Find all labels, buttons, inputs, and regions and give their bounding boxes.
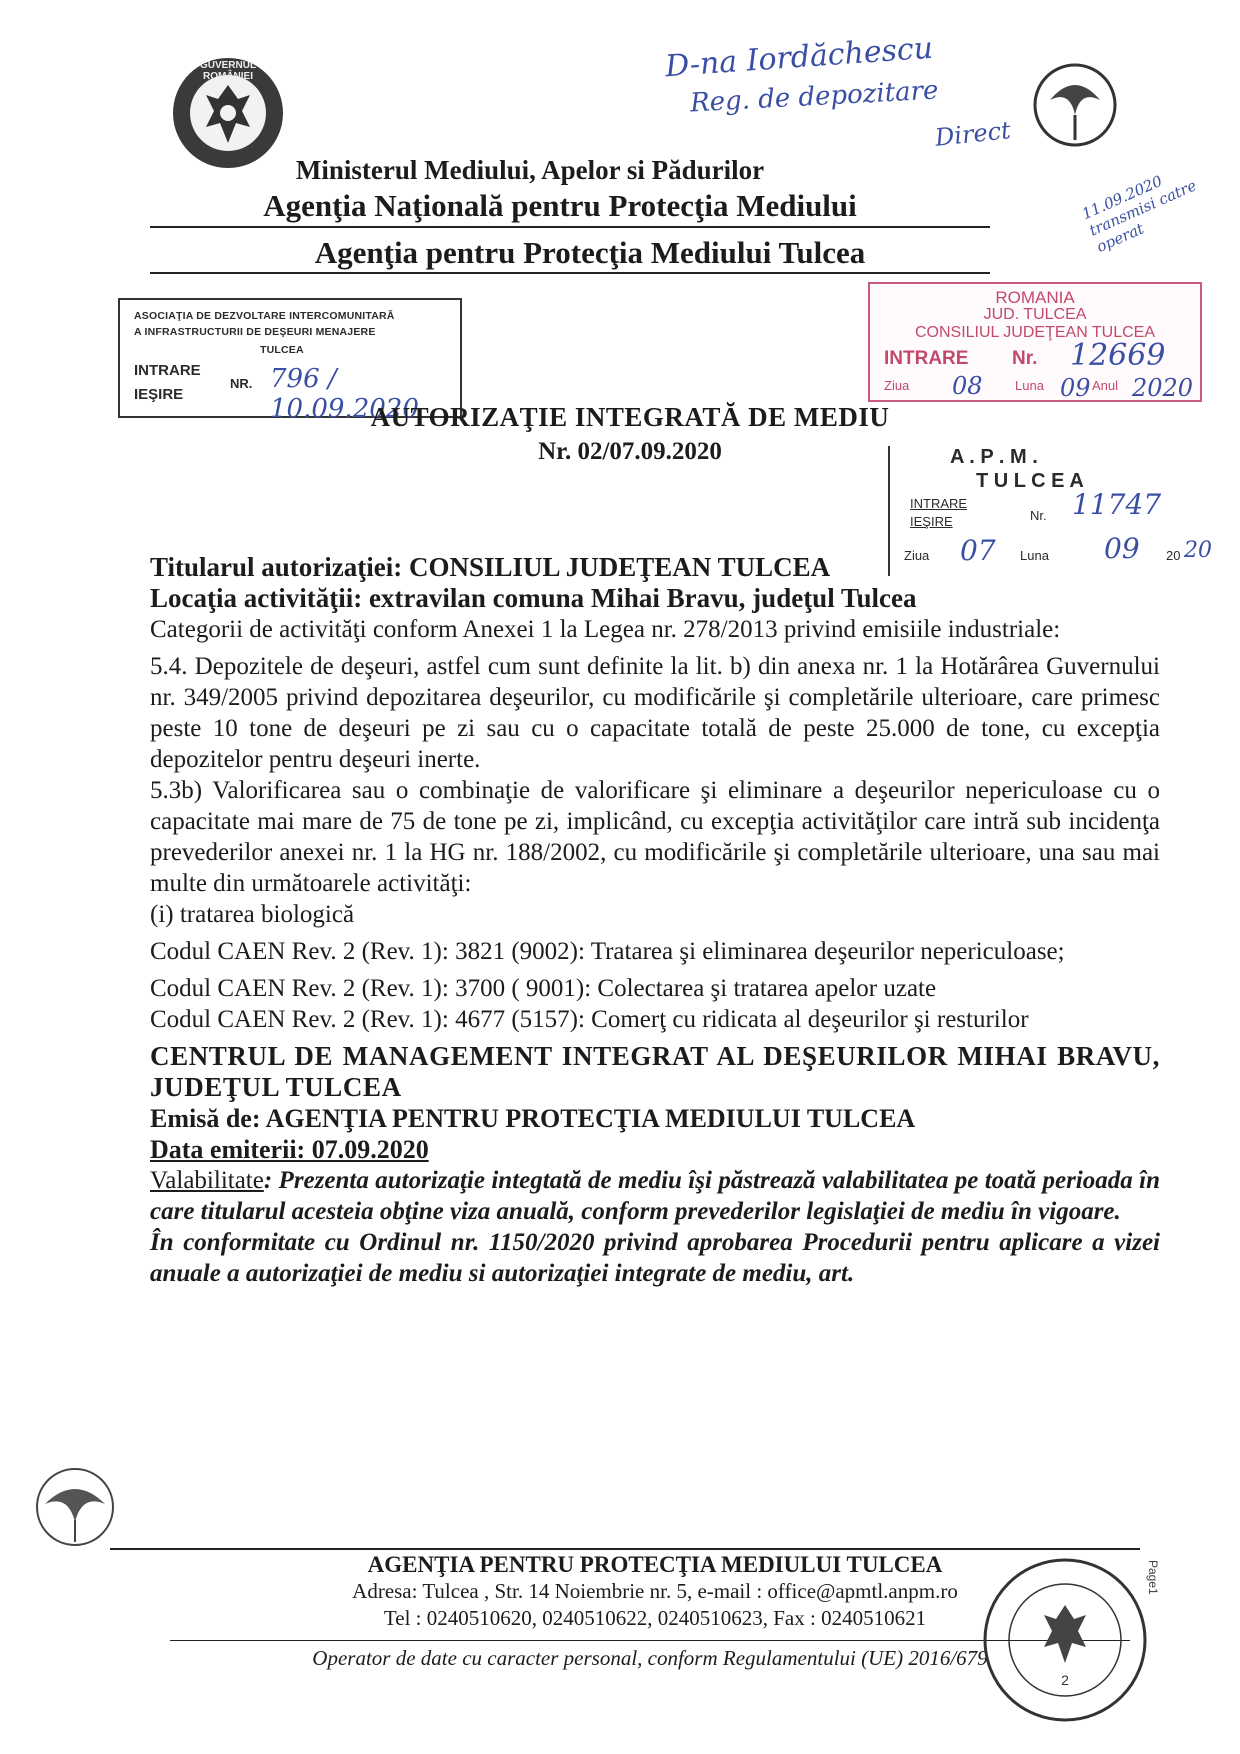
issue-date: Data emiterii: 07.09.2020 <box>150 1135 429 1164</box>
document-body <box>150 552 1160 1289</box>
national-agency-name: Agenţia Naţională pentru Protecţia Mediului <box>263 188 857 223</box>
activity-item-5-4: 5.4. Depozitele de deşeuri, astfel cum sunt definite la lit. b) din anexa nr. 1 la Hotărârea Guvernului nr. 349/2005 privind depozitarea deşeurilor, cu modificările şi completările ulterioare, care primesc peste 10 tone de deşeuri pe zi sau cu o capacitate totală de peste 25.000 de tone, cu excepţia depozitelor pentru deşeuri inerte. <box>150 653 1160 773</box>
county-council-stamp <box>868 282 1202 402</box>
stamp-luna-label: Luna <box>1020 548 1049 563</box>
stamp-ziua-label: Ziua <box>904 548 930 563</box>
stamp-nr-value: 11747 <box>1072 488 1162 521</box>
stamp-iesire: IEŞIRE <box>134 386 184 403</box>
stamp-year-prefix: 20 <box>1166 548 1181 563</box>
issued-by: Emisă de: AGENŢIA PENTRU PROTECŢIA MEDIULUI TULCEA <box>150 1104 916 1133</box>
stamp-intrare: INTRARE <box>884 348 969 369</box>
authorization-holder: Titularul autorizaţiei: CONSILIUL JUDEŢEAN TULCEA <box>150 552 831 582</box>
footer-phone: Tel : 0240510620, 0240510622, 0240510623, Fax : 0240510621 <box>383 1606 927 1630</box>
stamp-intrare: INTRARE <box>910 496 968 511</box>
stamp-year: 2020 <box>1132 374 1194 402</box>
stamp-line: ASOCIAŢIA DE DEZVOLTARE INTERCOMUNITARĂ <box>134 310 395 322</box>
stamp-line: TULCEA <box>260 344 304 356</box>
header-rule <box>150 226 990 228</box>
tree-logo-icon <box>1030 60 1120 150</box>
stamp-line: ROMANIA <box>995 288 1075 307</box>
stamp-line: T U L C E A <box>976 470 1084 492</box>
activity-item-5-3b: 5.3b) Valorificarea sau o combinaţie de valorificare şi eliminare a deşeurilor nepericuloase cu o capacitate mai mare de 75 de tone pe zi, implicând, cu excepţia activităţilor care intră sub incidenţa prevederilor anexei nr. 1 la HG nr. 188/2002, cu modificările şi completările ulterioare, una sau mai multe din următoarele activităţi: <box>150 777 1160 897</box>
stamp-year: 20 <box>1184 538 1212 563</box>
stamp-nr-value: 12669 <box>1070 338 1166 373</box>
page-label: Page1 <box>1146 1560 1160 1595</box>
handwritten-note: 11.09.2020 transmisi catre operat <box>1079 171 1200 257</box>
caen-code: Codul CAEN Rev. 2 (Rev. 1): 3821 (9002): Tratarea şi eliminarea deşeurilor nepericuloase; <box>150 938 1065 965</box>
stamp-line: CONSILIUL JUDEŢEAN TULCEA <box>914 324 1156 341</box>
activity-location: Locaţia activităţii: extravilan comuna Mihai Bravu, judeţul Tulcea <box>150 583 917 613</box>
stamp-month: 09 <box>1104 532 1140 565</box>
conformity-text: În conformitate cu Ordinul nr. 1150/2020 privind aprobarea Procedurii pentru aplicare a vizei anuale a autorizaţiei de mediu si autorizaţiei integrate de mediu, art. <box>150 1229 1160 1287</box>
stamp-nr-label: NR. <box>230 376 253 391</box>
stamp-line: JUD. TULCEA <box>983 306 1087 323</box>
activity-categories: Categorii de activităţi conform Anexei 1 la Legea nr. 278/2013 privind emisiile industriale: <box>150 616 1061 643</box>
stamp-nr-value: 796 / 10.09.2020 <box>270 364 419 424</box>
official-round-stamp-icon <box>980 1555 1150 1725</box>
local-agency-name: Agenţia pentru Protecţia Mediului Tulcea <box>314 235 866 270</box>
header-rule <box>150 272 990 274</box>
stamp-month: 09 <box>1060 374 1091 402</box>
handwritten-note: Reg. de depozitare <box>689 75 940 119</box>
caen-code: Codul CAEN Rev. 2 (Rev. 1): 4677 (5157): Comerţ cu ridicata al deşeurilor şi resturilor <box>150 1006 1029 1033</box>
tree-logo-icon <box>30 1462 120 1552</box>
stamp-line: A INFRASTRUCTURII DE DEŞEURI MENAJERE <box>134 326 376 338</box>
validity-label: Valabilitate <box>150 1167 264 1194</box>
footer-agency: AGENŢIA PENTRU PROTECŢIA MEDIULUI TULCEA <box>367 1552 943 1577</box>
adi-registration-stamp <box>118 298 462 424</box>
stamp-nr-label: Nr. <box>1012 348 1038 369</box>
stamp-line: A . P . M . <box>950 446 1038 468</box>
stamp-day: 07 <box>960 534 996 567</box>
handwritten-note: Direct <box>933 116 1012 152</box>
stamp-ziua-label: Ziua <box>884 378 910 393</box>
caen-code: Codul CAEN Rev. 2 (Rev. 1): 3700 ( 9001): Colectarea şi tratarea apelor uzate <box>150 975 937 1002</box>
activity-subitem: (i) tratarea biologică <box>150 901 355 928</box>
project-name: CENTRUL DE MANAGEMENT INTEGRAT AL DEŞEURILOR MIHAI BRAVU, JUDEŢUL TULCEA <box>150 1041 1160 1102</box>
seal-text: GUVERNUL ROMÂNIEI <box>199 60 257 82</box>
ministry-name: Ministerul Mediului, Apelor si Pădurilor <box>295 155 765 185</box>
footer-operator-note: Operator de date cu caracter personal, conform Regulamentului (UE) 2016/679 <box>312 1646 988 1670</box>
footer-rule <box>110 1548 1140 1550</box>
document-title: AUTORIZAŢIE INTEGRATĂ DE MEDIU <box>370 402 890 432</box>
footer-address: Adresa: Tulcea , Str. 14 Noiembrie nr. 5, e-mail : office@apmtl.anpm.ro <box>352 1579 958 1603</box>
round-stamp-number: 2 <box>1061 1672 1069 1688</box>
stamp-day: 08 <box>952 372 983 400</box>
stamp-anul-label: Anul <box>1092 378 1119 393</box>
stamp-nr-label: Nr. <box>1030 508 1047 523</box>
handwritten-note: D-na Iordăchescu <box>664 30 935 85</box>
validity-text: : Prezenta autorizaţie integtată de mediu îşi păstrează valabilitatea pe toată perioada în care titularul acesteia obţine viza anuală, conform prevederilor legislaţiei de mediu în vigoare. <box>150 1167 1160 1225</box>
stamp-intrare: INTRARE <box>134 362 201 379</box>
document-number: Nr. 02/07.09.2020 <box>538 438 722 465</box>
stamp-iesire: IEŞIRE <box>910 514 953 529</box>
stamp-luna-label: Luna <box>1015 378 1044 393</box>
